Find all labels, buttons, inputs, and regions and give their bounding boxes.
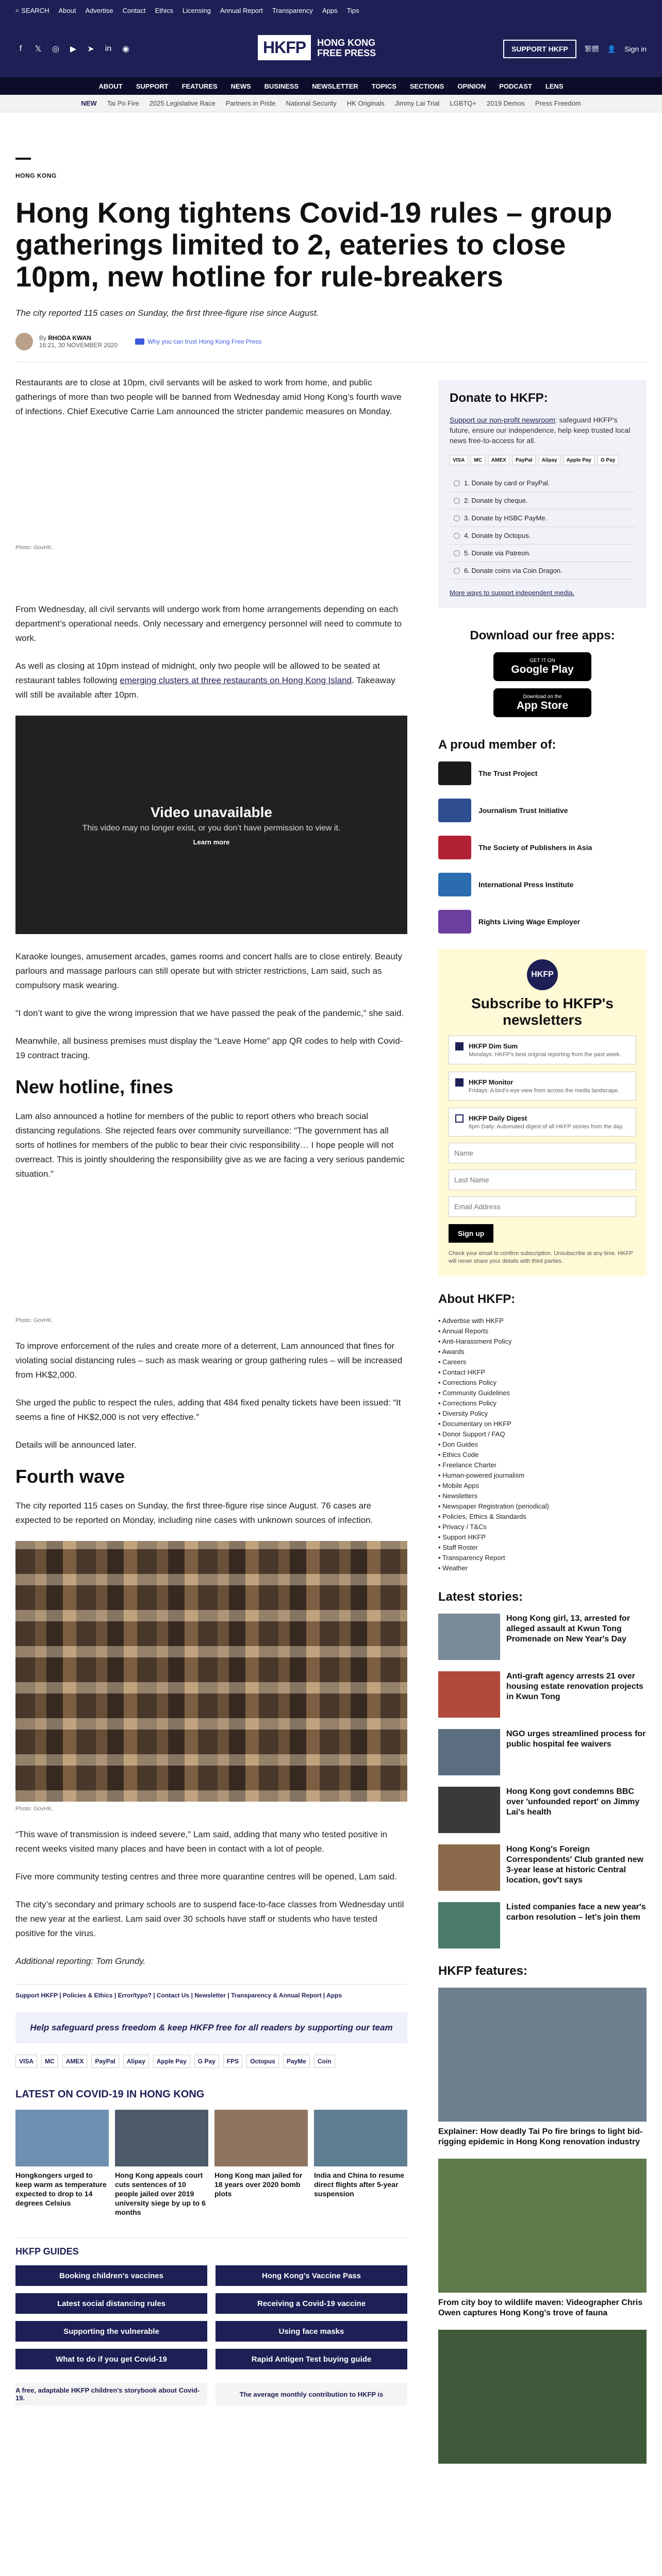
more-ways-link[interactable]: More ways to support independent media. [450,589,575,597]
apps-heading: Download our free apps: [470,629,615,642]
advertise-link[interactable]: Advertise [85,6,113,14]
site-header [0,21,662,77]
donate-option[interactable]: 3. Donate by HSBC PayMe. [450,510,635,527]
about-heading: About HKFP: [438,1292,516,1306]
visa-icon: VISA [450,455,468,465]
trending-link[interactable]: National Security [286,99,337,107]
learn-more-link[interactable]: Learn more [193,838,230,846]
trust-project-logo [438,761,471,785]
youtube-icon[interactable]: ▶ [70,45,77,54]
story-image [438,1614,500,1660]
newsletter-heading: Subscribe to HKFP's newsletters [471,995,614,1028]
about-link[interactable]: • Mobile Apps [438,1481,647,1491]
donate-heading: Donate to HKFP: [450,391,548,405]
story-image [438,1902,500,1948]
trending-link[interactable]: 2019 Demos [487,99,525,107]
about-link[interactable]: • Corrections Policy [438,1398,647,1409]
donate-option[interactable]: 2. Donate by cheque. [450,492,635,510]
newsletter-option-digest[interactable]: HKFP Daily Digest 8pm Daily: Automated digest of all HKFP stories from the day. [449,1108,636,1137]
feature-image [438,2159,647,2293]
amex-icon: AMEX [488,455,509,465]
visa-icon: VISA [15,2055,37,2068]
trending-link[interactable]: HK Originals [346,99,385,107]
ethics-link[interactable]: Ethics [155,6,173,14]
last-name-input[interactable] [449,1170,636,1190]
guide-button[interactable]: Supporting the vulnerable [15,2321,207,2342]
author-name[interactable]: RHODA KWAN [48,334,91,342]
about-link[interactable]: • Awards [438,1347,647,1357]
guide-button[interactable]: Receiving a Covid-19 vaccine [216,2293,407,2314]
paragraph: Lam also announced a hotline for members of the public to report others who breach social distancing regulations. She rejected fears over community surveillance: “The government has all sorts of hotlines for members of the public to bear their civic responsibility… I hope people will not overreact. This is jointly shouldering the responsibility give as we are facing a very serious pandemic situation.” [15,1111,405,1179]
checkbox-checked[interactable] [455,1078,464,1087]
newsletter-note: Check your email to confirm subscription. Unsubscribe at any time. HKFP will never share your details with third parties. [449,1250,633,1264]
annual-report-link[interactable]: Annual Report [220,6,263,14]
trending-link[interactable]: Press Freedom [535,99,581,107]
contribution-promo[interactable]: The average monthly contribution to HKFP is [216,2383,407,2405]
checkbox-unchecked[interactable] [455,1114,464,1123]
section-heading: New hotline, fines [15,1076,174,1097]
guide-button[interactable]: Using face masks [216,2321,407,2342]
apps-widget [438,629,647,717]
about-link[interactable]: • Documentary on HKFP [438,1419,647,1429]
about-link[interactable]: • Policies, Ethics & Standards [438,1512,647,1522]
latest-stories-heading: Latest stories: [438,1590,523,1604]
contact-link[interactable]: Contact [122,6,146,14]
octopus-icon: Octopus [246,2055,279,2068]
about-link[interactable]: About [58,6,76,14]
guide-button[interactable]: Hong Kong's Vaccine Pass [216,2265,407,2286]
article-footer-links[interactable]: Support HKFP | Policies & Ethics | Error/typo? | Contact Us | Newsletter | Transparency & Annual Report | Apps [15,1984,407,1999]
about-widget [438,1292,647,1573]
sidebar [438,376,647,2475]
image-placeholder [15,432,407,540]
donate-payment-icons [450,455,635,465]
donate-widget: Donate to HKFP: Support our non-profit newsroom: safeguard HKFP's future, ensure our independence, help keep trusted local news free-to-access for all. VISA MC AMEX PayPal Alipay Apple Pay G Pay 1. Donate by card or PayPal. 2. Donate by cheque. 3. Donate by HSBC PayMe. 4. Donate by Octopus. 5. Donate via Patreon. 6. Donate coins via Coin Dragon. More ways to support independent media. [438,380,647,608]
about-link[interactable]: • Privacy / T&Cs [438,1522,647,1532]
about-link[interactable]: • Newsletters [438,1491,647,1501]
paypal-icon: PayPal [512,455,536,465]
byline: By RHODA KWAN 16:21, 30 NOVEMBER 2020 Why you can trust Hong Kong Free Press [15,333,647,350]
donate-option[interactable]: 6. Donate coins via Coin Dragon. [450,562,635,580]
newsletter-logo: HKFP [527,959,558,990]
mastercard-icon: MC [41,2055,58,2068]
support-banner[interactable]: Help safeguard press freedom & keep HKFP free for all readers by supporting our team [15,2012,407,2043]
newsletter-option-monitor[interactable]: HKFP Monitor Fridays: A bird's-eye view from across the media landscape. [449,1072,636,1100]
member-heading: A proud member of: [438,738,556,752]
coin-icon: Coin [314,2055,335,2068]
nav-lens[interactable]: LENS [545,82,564,90]
latest-card[interactable]: Hong Kong appeals court cuts sentences of 10 people jailed over 2019 university siege by up to 6 months [115,2110,208,2217]
nav-sections[interactable]: SECTIONS [409,82,444,90]
about-link[interactable]: • Transparency Report [438,1553,647,1563]
search-icon: ⌕ [15,6,20,14]
membership-widget [438,738,647,934]
paragraph: Additional reporting: Tom Grundy. [15,1956,146,1966]
storybook-promo[interactable]: A free, adaptable HKFP children's storybook about Covid-19. [15,2383,207,2405]
photo-credit: Photo: GovHK. [15,545,54,551]
paragraph: The city’s secondary and primary schools are to suspend face-to-face classes from Wednesday until the new year at the earliest. Lam said over 30 schools have staff or students who have tested positive for the virus. [15,1900,404,1938]
paragraph: She urged the public to respect the rules, adding that 484 fixed penalty tickets have been issued: “It seems a fine of HK$2,000 is not very effective.” [15,1398,401,1422]
app-store-button[interactable]: Download on the App Store [493,688,591,717]
mastercard-icon: MC [471,455,485,465]
trending-link[interactable]: Jimmy Lai Trial [394,99,440,107]
photo-credit: Photo: GovHK. [15,1806,54,1812]
story-item[interactable]: Listed companies face a new year's carbon resolution – let's join them [438,1902,647,1948]
apps-link[interactable]: Apps [322,6,338,14]
payme-icon: PayMe [283,2055,310,2068]
title-rule [15,158,31,160]
paragraph: Details will be announced later. [15,1440,137,1450]
paragraph: From Wednesday, all civil servants will undergo work from home arrangements depending on each department’s operational needs. Only necessary and emergency personnel will need to commute to work. [15,604,402,643]
about-link[interactable]: • Weather [438,1563,647,1573]
member-logo-item[interactable]: International Press Institute [438,873,647,896]
instagram-icon[interactable]: ◎ [52,45,59,54]
latest-covid-cards [15,2110,407,2217]
x-icon[interactable]: 𝕏 [35,45,42,54]
signup-button[interactable]: Sign up [449,1224,493,1243]
trending-link[interactable]: Partners in Pride [225,99,276,107]
rss-icon[interactable]: ◉ [122,45,129,54]
trending-link[interactable]: Tai Po Fire [107,99,139,107]
article-title: Hong Kong tightens Covid-19 rules – group gatherings limited to 2, eateries to close 10pm, new hotline for rule-breakers [15,196,613,293]
linkedin-icon[interactable]: in [105,44,112,53]
google-pay-icon: G Pay [598,455,618,465]
story-item[interactable]: Anti-graft agency arrests 21 over housing estate renovation projects in Kwun Tong [438,1671,647,1718]
publish-date: 16:21, 30 NOVEMBER 2020 [39,342,118,349]
story-image [438,1729,500,1775]
alipay-icon: Alipay [123,2055,149,2068]
ipi-logo [438,873,471,896]
trending-nav [0,95,662,112]
member-logo-item[interactable]: The Trust Project [438,761,647,785]
latest-card[interactable]: Hong Kong man jailed for 18 years over 2020 bomb plots [214,2110,308,2217]
logo-wordmark: HONG KONG FREE PRESS [317,37,376,58]
photo-credit: Photo: GovHK. [15,1317,54,1324]
story-item[interactable]: Hong Kong girl, 13, arrested for alleged assault at Kwun Tong Promenade on New Year's Day [438,1614,647,1660]
jti-logo [438,799,471,822]
support-hkfp-button[interactable]: SUPPORT HKFP [503,40,576,58]
fps-icon: FPS [223,2055,242,2068]
newsletter-option-dimsum[interactable]: HKFP Dim Sum Mondays: HKFP's best original reporting from the past week. [449,1036,636,1064]
nav-newsletter[interactable]: NEWSLETTER [312,82,358,90]
apple-pay-icon: Apple Pay [564,455,594,465]
search-link[interactable]: ⌕ SEARCH [15,6,49,14]
about-link[interactable]: • Diversity Policy [438,1409,647,1419]
about-link[interactable]: • Community Guidelines [438,1388,647,1398]
section-heading: Fourth wave [15,1466,125,1487]
story-image [438,1671,500,1718]
alipay-icon: Alipay [539,455,560,465]
feature-item[interactable]: Explainer: How deadly Tai Po fire brings to light bid-rigging epidemic in Hong Kong renovation industry [438,1988,647,2147]
card-image [15,2110,109,2166]
about-link[interactable]: • Support HKFP [438,1532,647,1543]
paragraph: The city reported 115 cases on Sunday, the first three-figure rise since August. 76 cases are expected to be reported on Monday, including nine cases with unknown sources of infection. [15,1501,373,1525]
donate-option[interactable]: 1. Donate by card or PayPal. [450,474,635,492]
donate-option[interactable]: 4. Donate by Octopus. [450,527,635,545]
feature-item[interactable]: From city boy to wildlife maven: Videographer Chris Owen captures Hong Kong's trove of fauna [438,2159,647,2318]
member-logo-item[interactable]: The Society of Publishers in Asia [438,836,647,859]
about-link[interactable]: • Anti-Harassment Policy [438,1336,647,1347]
user-icon[interactable]: 👤 [607,44,617,53]
main-nav [0,77,662,95]
new-label: NEW [81,99,97,107]
language-toggle[interactable]: 繁體 [584,45,599,53]
nav-opinion[interactable]: OPINION [457,82,486,90]
guides-heading: HKFP GUIDES [15,2238,407,2257]
story-image [438,1844,500,1891]
newsletter-widget [438,949,647,1276]
paragraph: Meanwhile, all business premises must display the “Leave Home” app QR codes to help with Covid-19 contract tracing. [15,1036,403,1060]
sopa-logo [438,836,471,859]
logo-mark: HKFP [258,35,311,60]
features-heading: HKFP features: [438,1964,527,1978]
nav-about[interactable]: ABOUT [98,82,123,90]
checkbox-checked[interactable] [455,1042,464,1050]
about-link[interactable]: • Corrections Policy [438,1378,647,1388]
article-subtitle: The city reported 115 cases on Sunday, the first three-figure rise since August. [15,308,319,318]
guide-button[interactable]: What to do if you get Covid-19 [15,2349,207,2369]
guide-button[interactable]: Latest social distancing rules [15,2293,207,2314]
signin-link[interactable]: Sign in [624,45,647,53]
telegram-icon[interactable]: ➤ [87,45,94,54]
story-item[interactable]: Hong Kong's Foreign Correspondents' Club granted new 3-year lease at historic Central location, gov't says [438,1844,647,1891]
about-link[interactable]: • Ethics Code [438,1450,647,1460]
site-logo[interactable] [258,35,376,60]
paragraph: To improve enforcement of the rules and create more of a deterrent, Lam announced that fines for violating social distancing rules – such as mask wearing or group gathering rules – will be increased from HK$2,000. [15,1341,403,1380]
feature-image [438,2330,647,2464]
paragraph: As well as closing at 10pm instead of midnight, only two people will be allowed to be seated at restaurant tables following emerging clusters at three restaurants on Hong Kong Island. Takeaway will still be available after 10pm. [15,661,395,700]
email-input[interactable] [449,1196,636,1217]
living-wage-logo [438,910,471,934]
article-body [15,376,407,2475]
about-link[interactable]: • Don Guides [438,1439,647,1450]
nav-news[interactable]: NEWS [230,82,251,90]
story-image [438,1787,500,1833]
about-link[interactable]: • Donor Support / FAQ [438,1429,647,1439]
story-item[interactable]: Hong Kong govt condemns BBC over 'unfounded report' on Jimmy Lai's health [438,1787,647,1833]
guides-grid [15,2265,407,2369]
feature-image [438,1988,647,2122]
about-link[interactable]: • Newspaper Registration (periodical) [438,1501,647,1512]
nav-support[interactable]: SUPPORT [136,82,169,90]
feature-item[interactable] [438,2330,647,2464]
paypal-icon: PayPal [91,2055,119,2068]
facebook-icon[interactable]: f [19,44,22,53]
trending-link[interactable]: 2025 Legislative Race [149,99,216,107]
author-avatar [15,333,33,350]
story-item[interactable]: NGO urges streamlined process for public hospital fee waivers [438,1729,647,1775]
video-embed[interactable]: Video unavailable This video may no longer exist, or you don’t have permission to view it. Learn more [15,716,407,934]
image-placeholder [15,1195,407,1313]
social-links [15,44,131,54]
about-link[interactable]: • Annual Reports [438,1326,647,1336]
amex-icon: AMEX [62,2055,88,2068]
nav-topics[interactable]: TOPICS [371,82,396,90]
paragraph: “I don’t want to give the wrong impression that we have passed the peak of the pandemic,” she said. [15,1008,404,1018]
paragraph: Five more community testing centres and three more quarantine centres will be opened, Lam said. [15,1872,397,1882]
features-widget [438,1964,647,2464]
paragraph: Karaoke lounges, amusement arcades, games rooms and concert halls are to close entirely. Beauty parlours and massage parlours can still operate but with stricter restrictions, Lam said, such as compulsory mask wearing. [15,952,402,990]
licensing-link[interactable]: Licensing [182,6,211,14]
guide-button[interactable]: Rapid Antigen Test buying guide [216,2349,407,2369]
top-bar [0,0,662,21]
transparency-link[interactable]: Transparency [272,6,313,14]
member-logo-item[interactable]: Rights Living Wage Employer [438,910,647,934]
about-link[interactable]: • Careers [438,1357,647,1367]
about-link[interactable]: • Advertise with HKFP [438,1316,647,1326]
trending-link[interactable]: LGBTQ+ [450,99,477,107]
trust-link[interactable]: Why you can trust Hong Kong Free Press [135,338,261,345]
card-image [314,2110,407,2166]
bottom-promos [15,2383,407,2405]
google-pay-icon: G Pay [194,2055,219,2068]
about-list [438,1316,647,1573]
nav-features[interactable]: FEATURES [181,82,218,90]
member-logo-item[interactable]: Journalism Trust Initiative [438,799,647,822]
info-icon [135,338,144,345]
article-category[interactable]: HONG KONG [15,172,57,179]
paragraph: “This wave of transmission is indeed severe,” Lam said, adding that many who tested positive in recent weeks visited many places and have been in contact with a lot of people. [15,1829,387,1854]
restaurant-photo [15,1541,407,1802]
guide-button[interactable]: Booking children's vaccines [15,2265,207,2286]
support-newsroom-link[interactable]: Support our non-profit newsroom [450,416,555,424]
about-link[interactable]: • Staff Roster [438,1543,647,1553]
google-play-button[interactable]: GET IT ON Google Play [493,652,591,681]
latest-covid-heading: LATEST ON COVID-19 IN HONG KONG [15,2089,205,2100]
nav-podcast[interactable]: PODCAST [499,82,532,90]
apple-pay-icon: Apple Pay [153,2055,190,2068]
clusters-link[interactable]: emerging clusters at three restaurants on Hong Kong Island [120,675,352,685]
latest-card[interactable]: India and China to resume direct flights after 5-year suspension [314,2110,407,2217]
about-link[interactable]: • Freelance Charter [438,1460,647,1470]
about-link[interactable]: • Contact HKFP [438,1367,647,1378]
about-link[interactable]: • Human-powered journalism [438,1470,647,1481]
nav-business[interactable]: BUSINESS [264,82,299,90]
latest-card[interactable]: Hongkongers urged to keep warm as temperature expected to drop to 14 degrees Celsius [15,2110,109,2217]
donate-option[interactable]: 5. Donate via Patreon. [450,545,635,562]
payment-methods [15,2055,407,2068]
tips-link[interactable]: Tips [346,6,359,14]
card-image [115,2110,208,2166]
paragraph: Restaurants are to close at 10pm, civil servants will be asked to work from home, and public gatherings of more than two people will be banned from Wednesday amid Hong Kong’s fourth wave of infections. Chief Executive Carrie Lam announced the stricter pandemic measures on Monday. [15,378,402,416]
name-input[interactable] [449,1143,636,1163]
latest-stories-widget [438,1590,647,1948]
card-image [214,2110,308,2166]
